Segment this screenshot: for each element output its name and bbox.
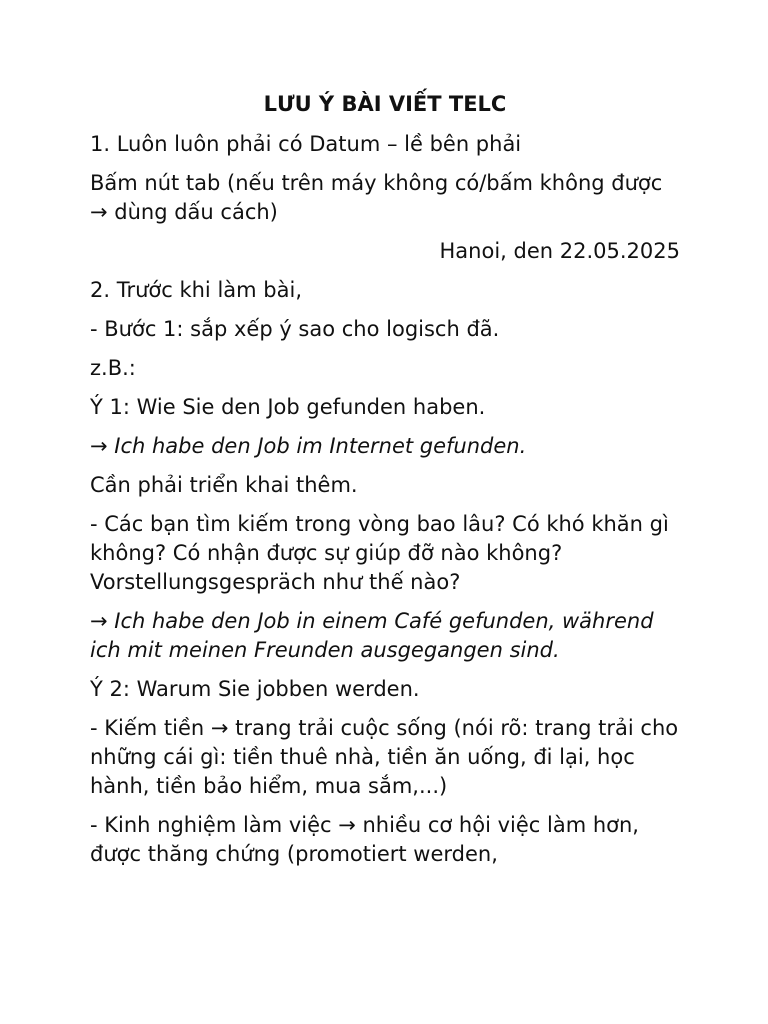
paragraph-example-sentence-1: → Ich habe den Job im Internet gefunden. xyxy=(90,434,527,458)
paragraph-step-1: - Bước 1: sắp xếp ý sao cho logisch đã. xyxy=(90,317,500,341)
paragraph-example-sentence-2: → Ich habe den Job in einem Café gefunden, während ich mit meinen Freunden ausgegangen sind. xyxy=(90,609,654,662)
paragraph-tab-note: Bấm nút tab (nếu trên máy không có/bấm không được → dùng dấu cách) xyxy=(90,171,663,224)
paragraph-before-writing: 2. Trước khi làm bài, xyxy=(90,278,302,302)
paragraph-earn-money: - Kiếm tiền → trang trải cuộc sống (nói rõ: trang trải cho những cái gì: tiền thuê nhà, tiền ăn uống, đi lại, học hành, tiền bảo hiểm, mua sắm,...) xyxy=(90,716,679,798)
paragraph-datum-note: 1. Luôn luôn phải có Datum – lề bên phải xyxy=(90,132,522,156)
paragraph-expand-note: Cần phải triển khai thêm. xyxy=(90,473,358,497)
paragraph-point-1: Ý 1: Wie Sie den Job gefunden haben. xyxy=(90,395,486,419)
paragraph-example-label: z.B.: xyxy=(90,356,136,380)
paragraph-questions: - Các bạn tìm kiếm trong vòng bao lâu? Có khó khăn gì không? Có nhận được sự giúp đỡ nào không? Vorstellungsgespräch như thế nào? xyxy=(90,512,669,594)
document-title: LƯU Ý BÀI VIẾT TELC xyxy=(263,92,507,116)
paragraph-work-experience: - Kinh nghiệm làm việc → nhiều cơ hội việc làm hơn, được thăng chứng (promotiert werden, xyxy=(90,813,639,866)
paragraph-point-2: Ý 2: Warum Sie jobben werden. xyxy=(90,677,420,701)
date-line: Hanoi, den 22.05.2025 xyxy=(439,239,680,263)
